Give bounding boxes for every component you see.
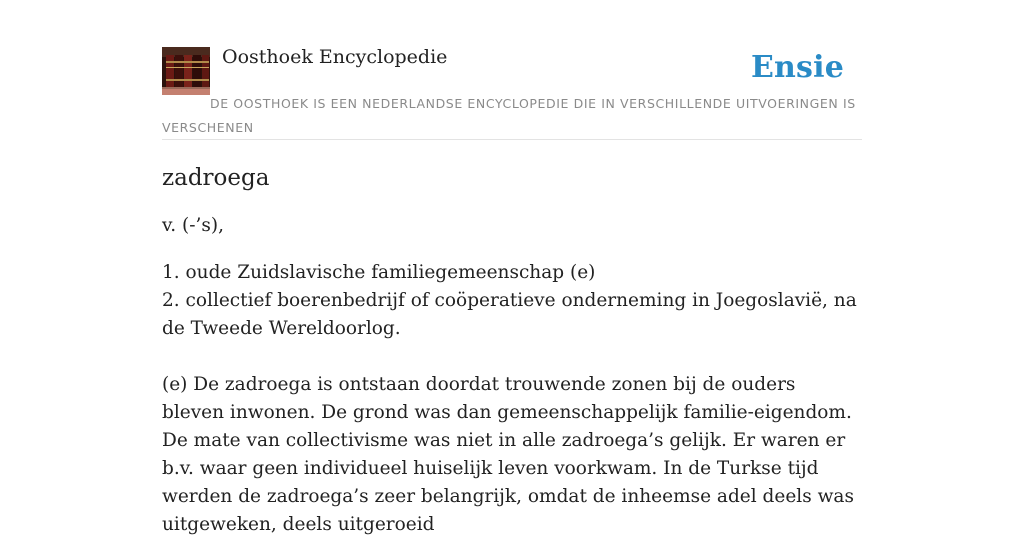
entry-definitions xyxy=(162,259,862,343)
entry-title: zadroega xyxy=(162,165,270,191)
brand-logo-link[interactable]: Ensie xyxy=(750,50,844,85)
site-tagline: DE OOSTHOEK IS EEN NEDERLANDSE ENCYCLOPEDIE DIE IN VERSCHILLENDE UITVOERINGEN IS VERSCHENEN xyxy=(162,96,856,135)
encyclopedia-books-icon[interactable] xyxy=(162,47,210,95)
entry-grammar: v. (-’s), xyxy=(162,215,224,236)
entry-content xyxy=(162,162,862,539)
site-header xyxy=(162,40,862,140)
definition-item: 1. oude Zuidslavische familiegemeenschap (e) xyxy=(162,262,596,283)
entry-note: (e) De zadroega is ontstaan doordat trouwende zonen bij de ouders bleven inwonen. De grond was dan gemeenschappelijk familie-eigendom. De mate van collectivisme was niet in alle zadroega’s gelijk. Er waren er b.v. waar geen individueel huiselijk leven voorkwam. In de Turkse tijd werden de zadroega’s zeer belangrijk, omdat de inheemse adel deels was uitgeweken, deels uitgeroeid xyxy=(162,374,854,535)
definition-item: 2. collectief boerenbedrijf of coöperatieve onderneming in Joegoslavië, na de Tweede Wereldoorlog. xyxy=(162,290,857,339)
site-title-link[interactable]: Oosthoek Encyclopedie xyxy=(222,46,448,68)
